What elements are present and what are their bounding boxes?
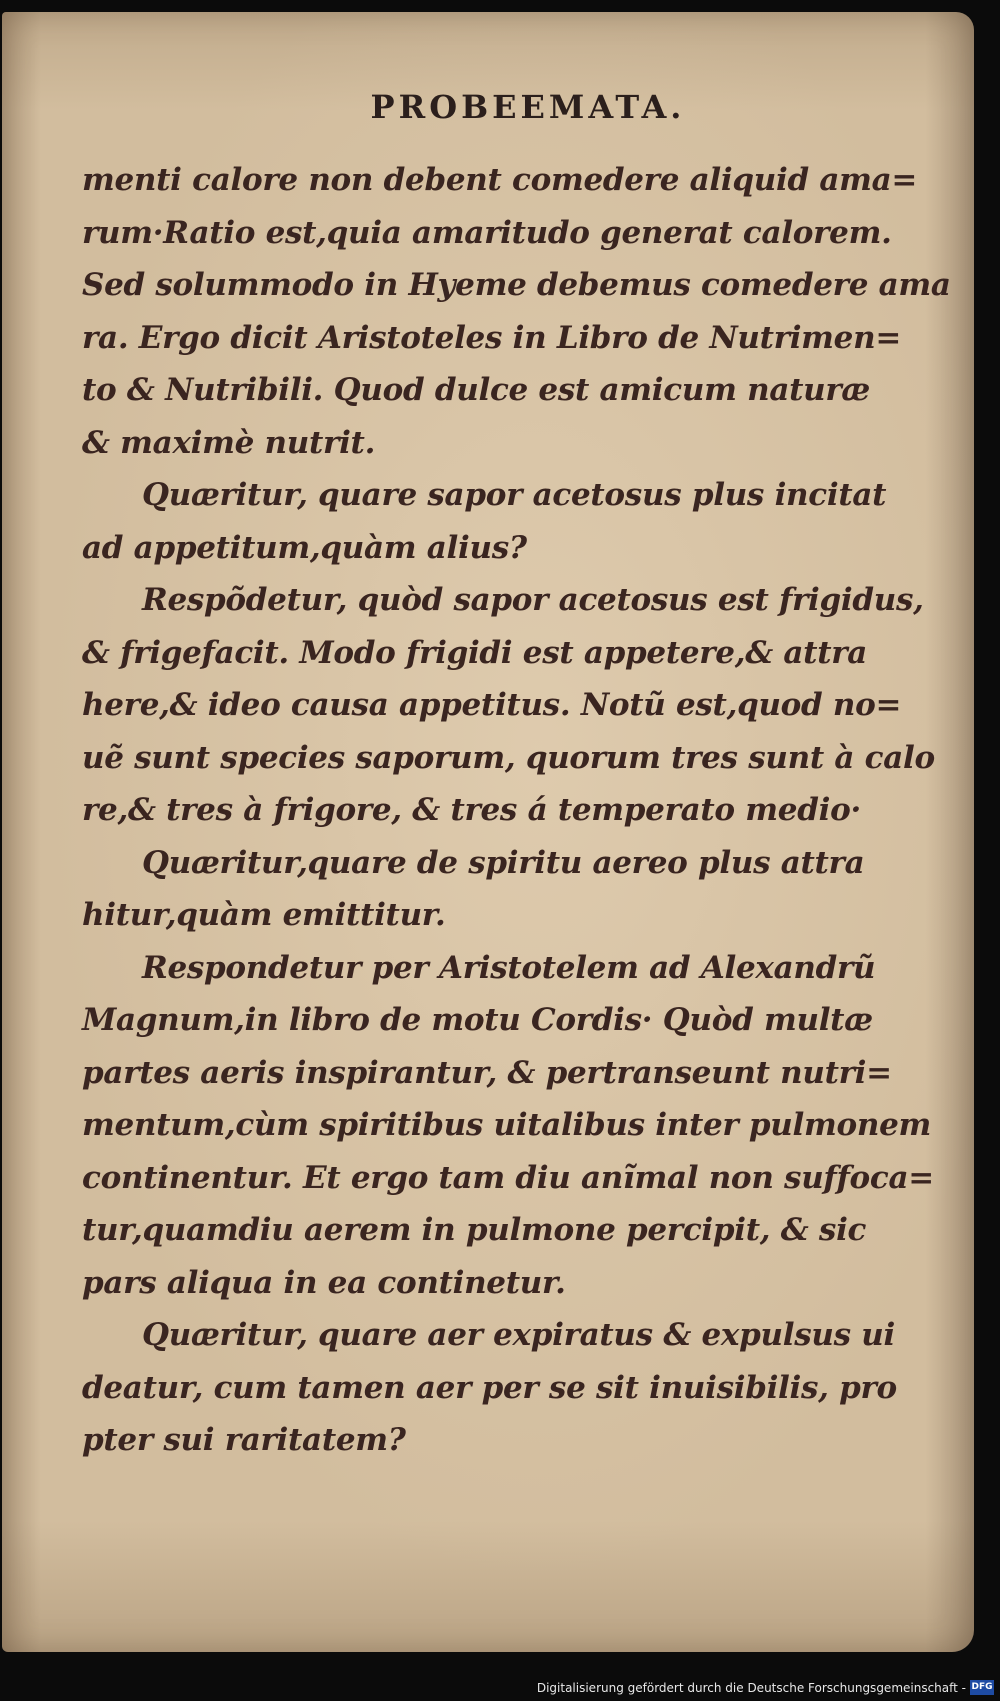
- running-head: PROBEEMATA.: [370, 88, 686, 126]
- text-line: Respondetur per Aristotelem ad Alexandrũ: [142, 949, 876, 986]
- text-line: pter sui raritatem?: [82, 1422, 406, 1458]
- text-line: continentur. Et ergo tam diu anĩmal non suffoca=: [82, 1159, 934, 1196]
- text-line: Magnum,in libro de motu Cordis· Quòd multæ: [82, 1002, 873, 1038]
- text-line: pars aliqua in ea continetur.: [82, 1264, 566, 1301]
- text-line: here,& ideo causa appetitus. Notũ est,quod no=: [82, 687, 902, 723]
- text-line: & maximè nutrit.: [82, 424, 376, 461]
- text-line: Quæritur, quare aer expiratus & expulsus ui: [142, 1317, 895, 1353]
- text-line: rum·Ratio est,quia amaritudo generat calorem.: [82, 214, 892, 251]
- text-line: Quæritur,quare de spiritu aereo plus attra: [142, 844, 865, 881]
- text-line: Quæritur, quare sapor acetosus plus incitat: [142, 477, 887, 513]
- text-line: partes aeris inspirantur, & pertranseunt nutri=: [82, 1054, 892, 1091]
- text-line: to & Nutribili. Quod dulce est amicum naturæ: [82, 372, 870, 408]
- text-line: ad appetitum,quàm alius?: [82, 529, 527, 566]
- text-line: re,& tres à frigore, & tres á temperato medio·: [82, 792, 861, 828]
- dfg-logo: DFG: [970, 1680, 994, 1695]
- text-line: ra. Ergo dicit Aristoteles in Libro de Nutrimen=: [82, 319, 902, 356]
- text-line: hitur,quàm emittitur.: [82, 897, 446, 933]
- text-line: Respõdetur, quòd sapor acetosus est frigidus,: [142, 582, 924, 618]
- text-line: deatur, cum tamen aer per se sit inuisibilis, pro: [82, 1369, 897, 1406]
- text-line: Sed solummodo in Hyeme debemus comedere ama: [82, 267, 951, 303]
- text-line: uẽ sunt species saporum, quorum tres sunt à calo: [82, 739, 935, 776]
- book-page: [2, 12, 974, 1652]
- funding-credit: Digitalisierung gefördert durch die Deutsche Forschungsgemeinschaft -: [536, 1681, 966, 1695]
- text-line: & frigefacit. Modo frigidi est appetere,& attra: [82, 634, 868, 671]
- text-line: mentum,cùm spiritibus uitalibus inter pulmonem: [82, 1107, 932, 1143]
- text-block: [82, 154, 951, 1467]
- text-line: tur,quamdiu aerem in pulmone percipit, & sic: [82, 1212, 867, 1248]
- text-line: menti calore non debent comedere aliquid ama=: [82, 162, 918, 198]
